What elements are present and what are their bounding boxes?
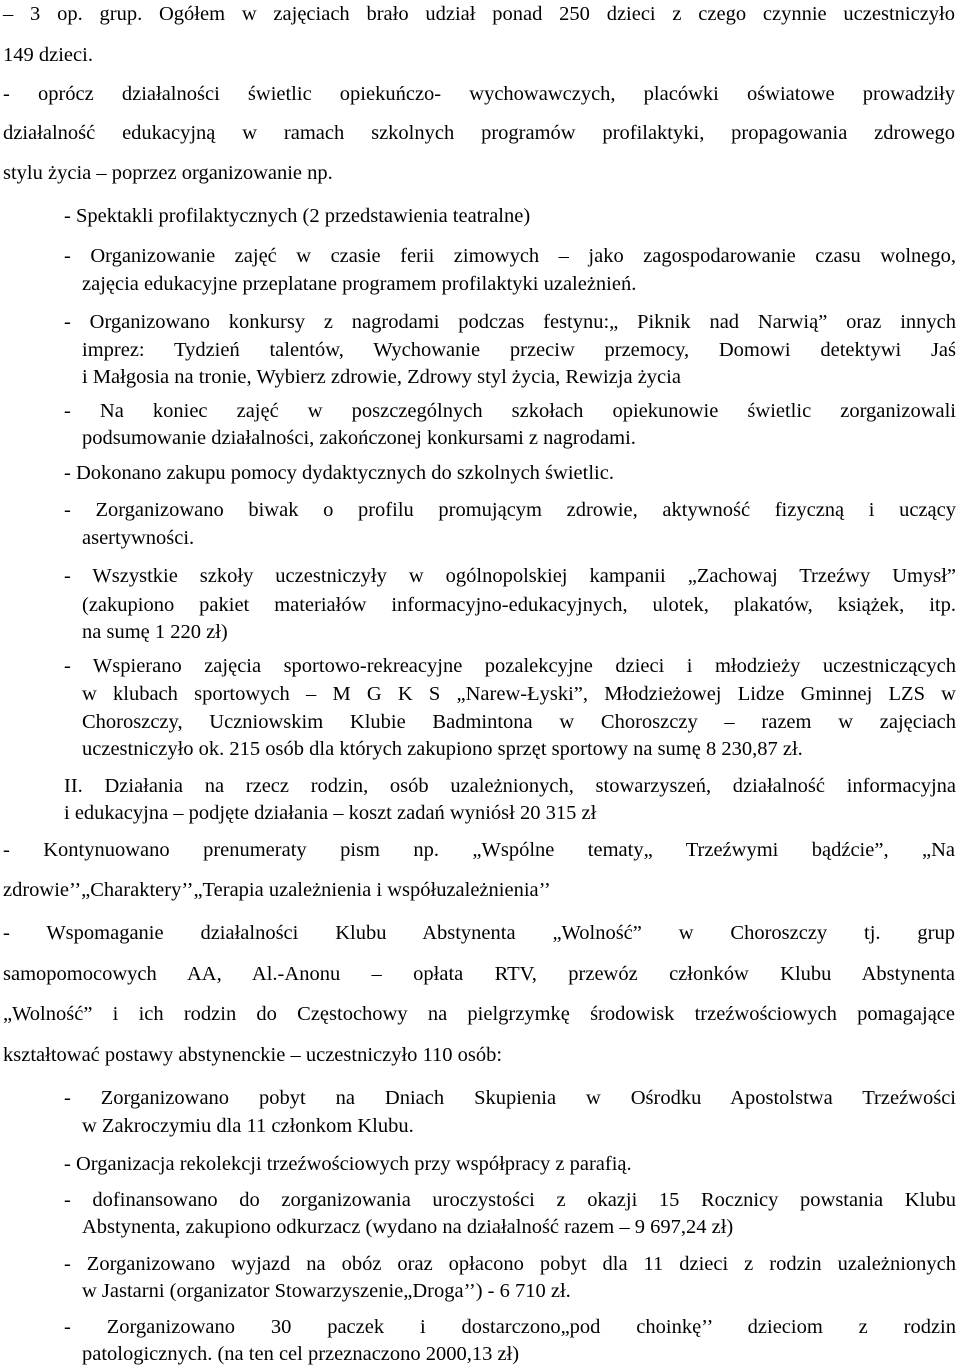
text-line: - Kontynuowano prenumeraty pism np. „Wspólne tematy„ Trzeźwymi bądźcie”, „Na <box>3 839 955 861</box>
list-item: - Organizacja rekolekcji trzeźwościowych przy współpracy z parafią. <box>64 1153 632 1175</box>
list-item: - Spektakli profilaktycznych (2 przedstawienia teatralne) <box>64 205 531 227</box>
text-line: patologicznych. (na ten cel przeznaczono 2000,13 zł) <box>82 1343 520 1365</box>
text-line: - Wspomaganie działalności Klubu Abstynenta „Wolność” w Choroszczy tj. grup <box>3 922 955 944</box>
text-line: w Jastarni (organizator Stowarzyszenie„Droga’’) - 6 710 zł. <box>82 1280 571 1302</box>
text-line: zdrowie’’„Charaktery’’„Terapia uzależnienia i współuzależnienia’’ <box>3 879 551 901</box>
text-line: imprez: Tydzień talentów, Wychowanie przeciw przemocy, Domowi detektywi Jaś <box>82 339 956 361</box>
text-line: 149 dzieci. <box>3 44 93 66</box>
list-item: - Wspierano zajęcia sportowo-rekreacyjne pozalekcyjne dzieci i młodzieży uczestniczących <box>64 655 956 677</box>
text-line: zajęcia edukacyjne przeplatane programem profilaktyki uzależnień. <box>82 273 637 295</box>
text-line: „Wolność” i ich rodzin do Częstochowy na pielgrzymkę środowisk trzeźwościowych pomagające <box>3 1003 955 1025</box>
list-item: - Zorganizowano wyjazd na obóz oraz opłacono pobyt dla 11 dzieci z rodzin uzależnionych <box>64 1253 956 1275</box>
text-line: asertywności. <box>82 527 195 549</box>
list-item: - Zorganizowano pobyt na Dniach Skupienia w Ośrodku Apostolstwa Trzeźwości <box>64 1087 956 1109</box>
text-line: Choroszczy, Uczniowskim Klubie Badmintona w Choroszczy – razem w zajęciach <box>82 711 956 733</box>
list-item: - Organizowanie zajęć w czasie ferii zimowych – jako zagospodarowanie czasu wolnego, <box>64 245 956 267</box>
list-item: - Organizowano konkursy z nagrodami podczas festynu:„ Piknik nad Narwią” oraz innych <box>64 311 956 333</box>
text-line: w Zakroczymiu dla 11 członkom Klubu. <box>82 1115 414 1137</box>
text-line: - oprócz działalności świetlic opiekuńczo- wychowawczych, placówki oświatowe prowadziły <box>3 83 955 105</box>
list-item: - dofinansowano do zorganizowania uroczystości z okazji 15 Rocznicy powstania Klubu <box>64 1189 956 1211</box>
section-heading: II. Działania na rzecz rodzin, osób uzależnionych, stowarzyszeń, działalność informacyjna <box>64 775 956 797</box>
text-line: na sumę 1 220 zł) <box>82 621 228 643</box>
text-line: w klubach sportowych – M G K S „Narew-Łyski”, Młodzieżowej Lidze Gminnej LZS w <box>82 683 956 705</box>
text-line: (zakupiono pakiet materiałów informacyjno-edukacyjnych, ulotek, plakatów, książek, itp. <box>82 594 956 616</box>
list-item: - Wszystkie szkoły uczestniczyły w ogólnopolskiej kampanii „Zachowaj Trzeźwy Umysł” <box>64 565 956 587</box>
text-line: Abstynenta, zakupiono odkurzacz (wydano na działalność razem – 9 697,24 zł) <box>82 1216 734 1238</box>
text-line: i Małgosia na tronie, Wybierz zdrowie, Zdrowy styl życia, Rewizja życia <box>82 366 681 388</box>
text-line: podsumowanie działalności, zakończonej konkursami z nagrodami. <box>82 427 636 449</box>
text-line: uczestniczyło ok. 215 osób dla których zakupiono sprzęt sportowy na sumę 8 230,87 zł. <box>82 738 803 760</box>
text-line: kształtować postawy abstynenckie – uczestniczyło 110 osób: <box>3 1044 503 1066</box>
list-item: - Dokonano zakupu pomocy dydaktycznych do szkolnych świetlic. <box>64 462 614 484</box>
list-item: - Zorganizowano biwak o profilu promującym zdrowie, aktywność fizyczną i uczący <box>64 499 956 521</box>
section-heading: i edukacyjna – podjęte działania – koszt zadań wyniósł 20 315 zł <box>64 802 597 824</box>
list-item: - Zorganizowano 30 paczek i dostarczono„pod choinkę’’ dzieciom z rodzin <box>64 1316 956 1338</box>
list-item: - Na koniec zajęć w poszczególnych szkołach opiekunowie świetlic zorganizowali <box>64 400 956 422</box>
text-line: – 3 op. grup. Ogółem w zajęciach brało udział ponad 250 dzieci z czego czynnie uczestniczyło <box>3 3 955 25</box>
text-line: samopomocowych AA, Al.-Anonu – opłata RTV, przewóz członków Klubu Abstynenta <box>3 963 955 985</box>
text-line: stylu życia – poprzez organizowanie np. <box>3 162 333 184</box>
text-line: działalność edukacyjną w ramach szkolnych programów profilaktyki, propagowania zdrowego <box>3 122 955 144</box>
